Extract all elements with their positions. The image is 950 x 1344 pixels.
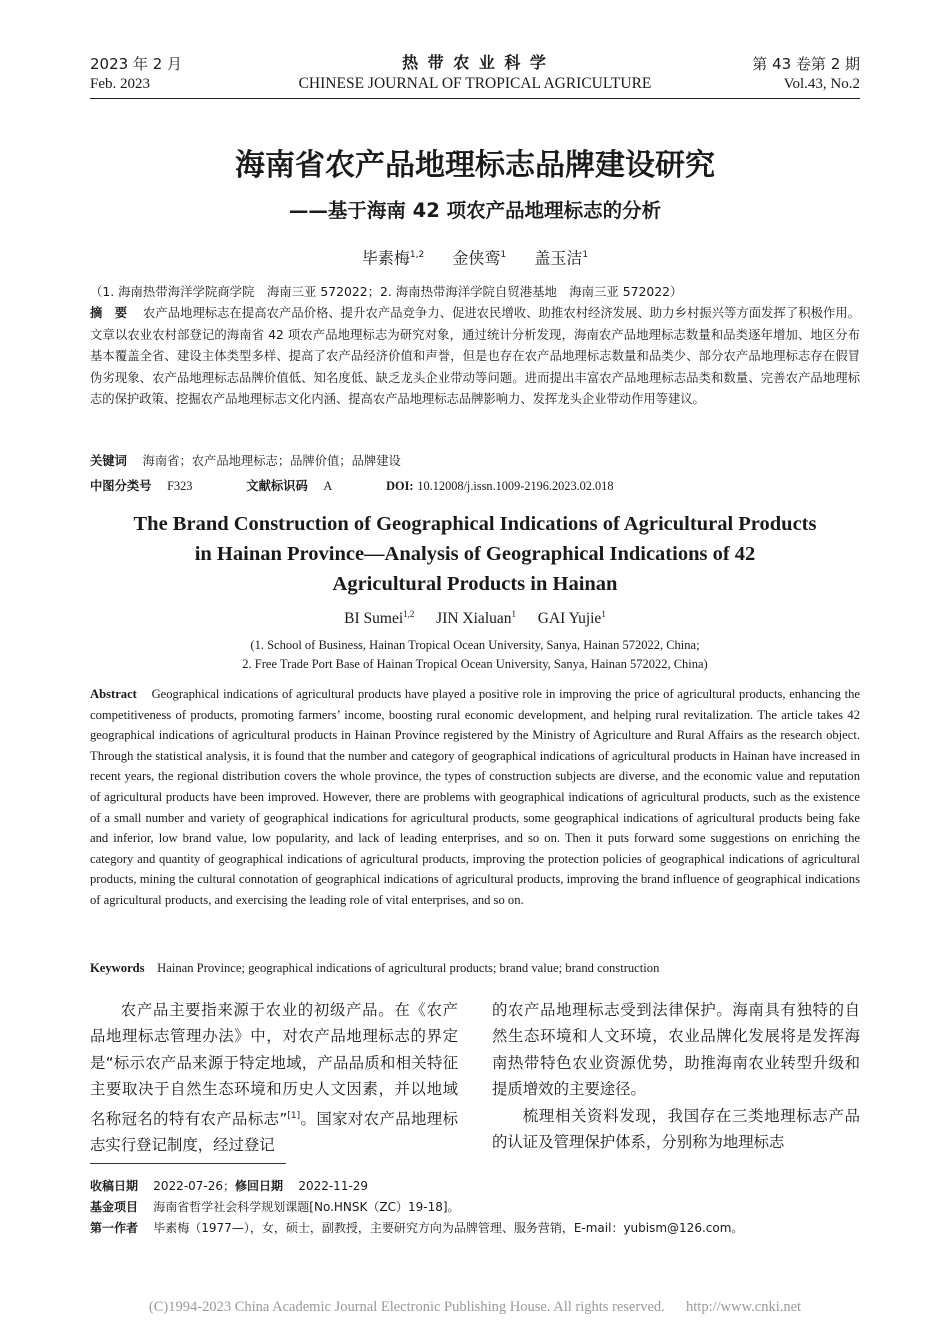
header-date-en: Feb. 2023 xyxy=(90,76,150,92)
abstract-en-text: Geographical indications of agricultural products have played a positive role in improving the price of agricultural products, enhancing the competitiveness of products, promoting farmers’ income, boosting rural economic development, and helping rural revitalization. The article takes 42 geographical indications of agricultural products in Hainan Province registered by the Ministry of Agriculture and Rural Affairs as the research object. Through the statistical analysis, it is found that the number and category of geographical indications of agricultural products in Hainan have increased in recent years, the regional distribution covers the whole province, the types of construction subjects are diverse, and the economic value and reputation of agricultural products have been improved. However, there are problems with geographical indications of agricultural products, such as the existence of a small number and variety of geographical indications for agricultural products, some geographical indications of agricultural products being fake and inferior, low brand value, low popularity, and lack of leading enterprises, and so on. Then it puts forward some suggestions on enriching the category and quantity of geographical indications of agricultural products, improving the protection policies of geographical indications of agricultural products, mining the cultural connotation of geographical indications of agricultural products, improving the brand influence of geographical indications of agricultural products, and exercising the leading role of vital enterprises, and so on. xyxy=(90,687,861,907)
title-en-line: Agricultural Products in Hainan xyxy=(332,573,618,595)
author-en: BI Sumei xyxy=(344,610,404,628)
abstract-en-label: Abstract xyxy=(90,687,137,701)
body-left-tail: 。国家对农产品地理标志实行登记制度，经过登记 xyxy=(90,1109,458,1155)
abstract-cn xyxy=(90,303,860,411)
author-sup: 1 xyxy=(500,250,507,260)
journal-title-en: CHINESE JOURNAL OF TROPICAL AGRICULTURE xyxy=(298,75,652,92)
clc-label: 中图分类号 xyxy=(90,479,152,493)
header-date-cn: 2023 年 2 月 xyxy=(90,55,183,73)
authors-cn xyxy=(0,243,950,270)
footnote-fund xyxy=(90,1197,460,1217)
classification-line xyxy=(90,476,613,496)
keywords-cn-label: 关键词 xyxy=(90,454,127,468)
citation-ref: [1] xyxy=(287,1110,301,1121)
doc-code-value: A xyxy=(323,479,333,493)
body-right-paragraph: 梳理相关资料发现，我国存在三类地理标志产品的认证及管理保护体系，分别称为地理标志 xyxy=(492,1106,860,1152)
footnote-rule xyxy=(90,1163,286,1164)
revised-label: 修回日期 xyxy=(235,1179,284,1193)
body-left-text: 农产品主要指来源于农业的初级产品。在《农产品地理标志管理办法》中，对农产品地理标志的界定是“标示农产品来源于特定地域，产品品质和相关特征主要取决于自然生态环境和历史人文因素，并以地域名称冠名的特有农产品标志” xyxy=(90,1001,458,1128)
keywords-en-label: Keywords xyxy=(90,961,145,975)
author-sup: 1 xyxy=(582,250,589,260)
author-sup: 1 xyxy=(511,609,516,619)
author-cn: 盖玉洁 xyxy=(534,248,583,268)
author-sup: 1,2 xyxy=(403,609,415,619)
abstract-cn-text: 农产品地理标志在提高农产品价格、提升农产品竞争力、促进农民增收、助推农村经济发展、助力乡村振兴等方面发挥了积极作用。文章以农业农村部登记的海南省 42 项农产品地理标志为研究对象，通过统计分析发现，海南农产品地理标志数量和品类逐年增加、地区分布基本覆盖全省、建设主体类型多样、提高了农产品经济价值和声誉，但是也存在农产品地理标志数量和品类少、部分农产品地理标志存在假冒伪劣现象、农产品地理标志品牌价值低、知名度低、缺乏龙头企业带动等问题。进而提出丰富农产品地理标志品类和数量、完善农产品地理标志的保护政策、挖掘农产品地理标志文化内涵、提高农产品地理标志品牌影响力、发挥龙头企业带动作用等建议。 xyxy=(90,306,860,406)
title-en xyxy=(0,509,950,599)
cnki-link[interactable]: http://www.cnki.net xyxy=(686,1299,802,1315)
copyright-watermark xyxy=(0,1297,950,1317)
first-author-label: 第一作者 xyxy=(90,1221,139,1235)
header-rule xyxy=(90,98,860,99)
clc-value: F323 xyxy=(167,479,193,493)
authors-en xyxy=(0,603,950,630)
abstract-en xyxy=(90,684,860,911)
body-right-column xyxy=(492,997,860,1155)
doc-code-label: 文献标识码 xyxy=(246,479,308,493)
affiliation-en-line: 2. Free Trade Port Base of Hainan Tropical Ocean University, Sanya, Hainan 572022, China) xyxy=(242,657,708,671)
footnote-dates xyxy=(90,1176,368,1196)
abstract-cn-label: 摘 要 xyxy=(90,306,128,320)
keywords-en xyxy=(90,958,659,978)
header-volume-en: Vol.43, No.2 xyxy=(783,76,860,92)
body-right-paragraph: 的农产品地理标志受到法律保护。海南具有独特的自然生态环境和人文环境，农业品牌化发展将是发挥海南热带特色农业资源优势，助推海南农业转型升级和提质增效的主要途径。 xyxy=(492,1001,860,1099)
author-cn: 毕素梅 xyxy=(361,248,410,268)
page-title: 海南省农产品地理标志品牌建设研究 xyxy=(235,148,715,183)
first-author-value: 毕素梅（1977—），女，硕士，副教授，主要研究方向为品牌管理、服务营销，E-mail：yubism@126.com。 xyxy=(153,1221,744,1235)
author-cn: 金侠鸾 xyxy=(452,248,501,268)
header-volume-cn: 第 43 卷第 2 期 xyxy=(752,55,860,73)
body-left-column xyxy=(90,997,458,1159)
keywords-cn xyxy=(90,451,401,471)
keywords-cn-text: 海南省；农产品地理标志；品牌价值；品牌建设 xyxy=(142,454,401,468)
doi-value: 10.12008/j.issn.1009-2196.2023.02.018 xyxy=(417,479,614,493)
keywords-en-text: Hainan Province; geographical indications of agricultural products; brand value; brand construction xyxy=(157,961,660,975)
title-en-line: The Brand Construction of Geographical Indications of Agricultural Products xyxy=(133,513,817,535)
author-en: JIN Xialuan xyxy=(436,610,512,628)
affiliations-cn: （1. 海南热带海洋学院商学院 海南三亚 572022；2. 海南热带海洋学院自贸港基地 海南三亚 572022） xyxy=(90,284,683,299)
author-sup: 1,2 xyxy=(409,250,425,260)
page-subtitle: ——基于海南 42 项农产品地理标志的分析 xyxy=(288,199,662,222)
fund-label: 基金项目 xyxy=(90,1200,139,1214)
received-label: 收稿日期 xyxy=(90,1179,139,1193)
doi-label: DOI: xyxy=(386,479,414,493)
revised-value: 2022-11-29 xyxy=(298,1179,369,1193)
author-sup: 1 xyxy=(601,609,606,619)
affiliations-en xyxy=(0,636,950,674)
fund-value: 海南省哲学社会科学规划课题[No.HNSK（ZC）19-18]。 xyxy=(153,1200,460,1214)
copyright-text: (C)1994-2023 China Academic Journal Electronic Publishing House. All rights reserved. xyxy=(148,1299,665,1315)
affiliation-en-line: (1. School of Business, Hainan Tropical Ocean University, Sanya, Hainan 572022, China; xyxy=(250,638,700,652)
author-en: GAI Yujie xyxy=(537,610,602,628)
footnote-author xyxy=(90,1218,743,1238)
title-en-line: in Hainan Province—Analysis of Geographical Indications of 42 xyxy=(194,543,756,565)
received-value: 2022-07-26； xyxy=(153,1179,236,1193)
journal-title-cn: 热 带 农 业 科 学 xyxy=(402,53,548,72)
